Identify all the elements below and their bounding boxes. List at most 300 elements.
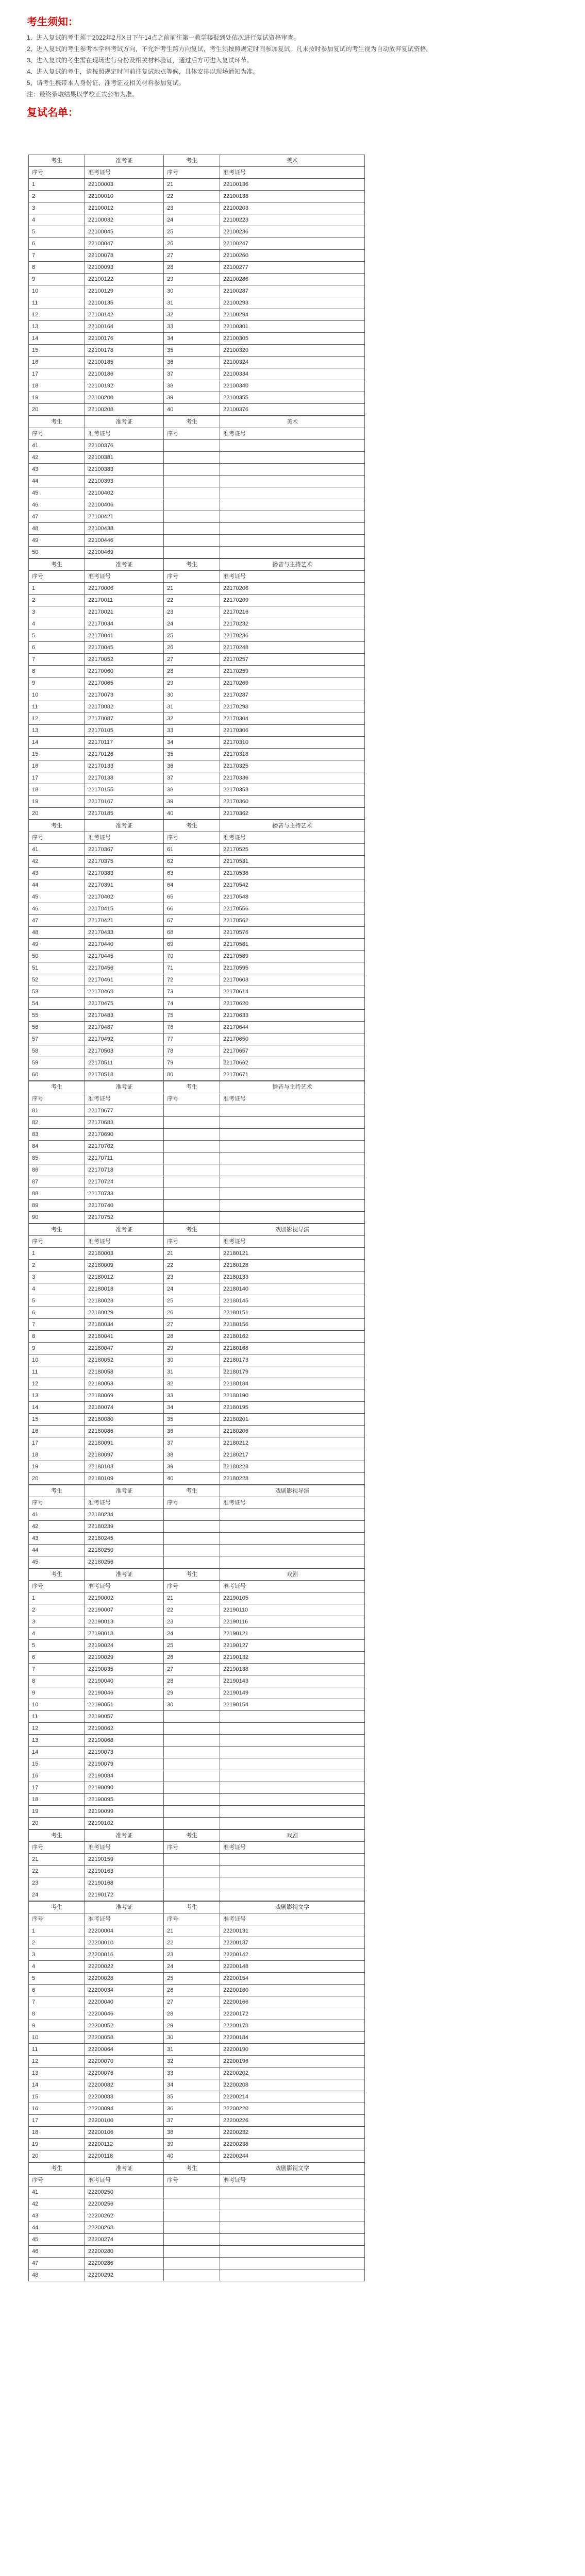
seq-cell: [164, 2258, 220, 2269]
seq-cell: [164, 2246, 220, 2258]
seq-cell: 3: [29, 1949, 85, 1961]
seq-cell: 38: [164, 380, 220, 392]
table-row: [29, 499, 365, 511]
seq-cell: [164, 1556, 220, 1568]
seq-cell: 47: [29, 2258, 85, 2269]
page: [0, 0, 585, 120]
seq-cell: [164, 523, 220, 535]
exam-number-cell: 22100138: [220, 191, 365, 202]
exam-number-cell: 22100003: [85, 179, 164, 191]
seq-cell: 16: [29, 760, 85, 772]
exam-number-cell: 22170367: [85, 844, 164, 856]
exam-number-cell: 22170671: [220, 1069, 365, 1081]
seq-cell: 48: [29, 523, 85, 535]
exam-number-cell: [220, 1521, 365, 1533]
exam-number-cell: 22180012: [85, 1272, 164, 1283]
exam-number-cell: 22170310: [220, 737, 365, 749]
seq-cell: 38: [164, 784, 220, 796]
seq-cell: 13: [29, 321, 85, 333]
seq-cell: 63: [164, 868, 220, 879]
exam-number-cell: [220, 2222, 365, 2234]
exam-number-cell: [220, 1794, 365, 1806]
notice-body: [27, 32, 554, 100]
seq-cell: [164, 1129, 220, 1141]
seq-cell: 33: [164, 2067, 220, 2079]
seq-cell: 35: [164, 345, 220, 357]
seq-cell: 27: [164, 1664, 220, 1675]
column-label: 考生: [164, 559, 220, 571]
exam-number-cell: 22170236: [220, 630, 365, 642]
seq-cell: 15: [29, 1758, 85, 1770]
seq-cell: [164, 1521, 220, 1533]
column-label: 准考证: [85, 416, 164, 428]
exam-number-cell: 22180128: [220, 1260, 365, 1272]
exam-number-cell: 22170440: [85, 939, 164, 951]
exam-number-cell: 22190046: [85, 1687, 164, 1699]
table-row: [29, 1272, 365, 1283]
table-row: [29, 238, 365, 250]
exam-number-cell: 22200178: [220, 2020, 365, 2032]
column-label: 考生: [164, 1081, 220, 1093]
table-row: [29, 1985, 365, 1996]
section-subheader-row: [29, 1236, 365, 1248]
column-label: 考生: [29, 416, 85, 428]
column-label: 考生: [29, 820, 85, 832]
seq-cell: 72: [164, 974, 220, 986]
exam-number-cell: 22170518: [85, 1069, 164, 1081]
exam-number-cell: 22190149: [220, 1687, 365, 1699]
table-row: [29, 749, 365, 760]
table-row: [29, 583, 365, 595]
exam-number-cell: 22200016: [85, 1949, 164, 1961]
exam-number-cell: 22200010: [85, 1937, 164, 1949]
table-row: [29, 1129, 365, 1141]
seq-cell: 35: [164, 1414, 220, 1426]
exam-number-cell: 22170456: [85, 962, 164, 974]
exam-number-cell: 22200274: [85, 2234, 164, 2246]
sub-column-label: 序号: [164, 1913, 220, 1925]
table-row: [29, 1141, 365, 1153]
exam-number-cell: 22170603: [220, 974, 365, 986]
exam-number-cell: 22170542: [220, 879, 365, 891]
table-row: [29, 1866, 365, 1877]
seq-cell: 64: [164, 879, 220, 891]
seq-cell: 46: [29, 903, 85, 915]
table-row: [29, 760, 365, 772]
exam-number-cell: 22100334: [220, 368, 365, 380]
seq-cell: 20: [29, 404, 85, 416]
table-row: [29, 1105, 365, 1117]
table-row: [29, 368, 365, 380]
exam-number-cell: 22170206: [220, 583, 365, 595]
table-row: [29, 2032, 365, 2044]
seq-cell: 43: [29, 868, 85, 879]
exam-number-cell: 22180179: [220, 1366, 365, 1378]
table-row: [29, 1628, 365, 1640]
table-row: [29, 2234, 365, 2246]
exam-number-cell: 22190073: [85, 1747, 164, 1758]
exam-number-cell: 22170589: [220, 951, 365, 962]
exam-number-cell: 22180245: [85, 1533, 164, 1545]
seq-cell: 12: [29, 309, 85, 321]
exam-number-cell: 22170052: [85, 654, 164, 666]
exam-number-cell: 22170360: [220, 796, 365, 808]
table-row: [29, 1925, 365, 1937]
seq-cell: 18: [29, 1449, 85, 1461]
exam-number-cell: 22170006: [85, 583, 164, 595]
seq-cell: [164, 1854, 220, 1866]
table-row: [29, 523, 365, 535]
seq-cell: 14: [29, 333, 85, 345]
seq-cell: 14: [29, 1402, 85, 1414]
section-subheader-row: [29, 2175, 365, 2187]
seq-cell: 21: [164, 179, 220, 191]
seq-cell: 41: [29, 844, 85, 856]
exam-number-cell: 22100406: [85, 499, 164, 511]
exam-number-cell: 22190138: [220, 1664, 365, 1675]
exam-number-cell: [220, 1877, 365, 1889]
seq-cell: 34: [164, 737, 220, 749]
exam-number-cell: 22170185: [85, 808, 164, 820]
section-header-row: [29, 820, 365, 832]
seq-cell: 50: [29, 951, 85, 962]
seq-cell: 40: [164, 2150, 220, 2162]
seq-cell: 52: [29, 974, 85, 986]
exam-number-cell: 22190024: [85, 1640, 164, 1652]
seq-cell: 45: [29, 487, 85, 499]
exam-number-cell: [220, 1153, 365, 1164]
exam-number-cell: [220, 1782, 365, 1794]
column-label: 准考证: [85, 559, 164, 571]
exam-number-cell: 22170133: [85, 760, 164, 772]
exam-number-cell: 22180074: [85, 1402, 164, 1414]
exam-number-cell: 22180034: [85, 1319, 164, 1331]
seq-cell: 83: [29, 1129, 85, 1141]
section-table: [28, 1224, 365, 1485]
column-label: 考生: [164, 2163, 220, 2175]
seq-cell: 4: [29, 214, 85, 226]
exam-number-cell: 22200166: [220, 1996, 365, 2008]
seq-cell: 6: [29, 642, 85, 654]
sub-column-label: 序号: [29, 1236, 85, 1248]
seq-cell: 49: [29, 939, 85, 951]
seq-cell: [164, 1545, 220, 1556]
seq-cell: 6: [29, 1652, 85, 1664]
seq-cell: 22: [164, 1260, 220, 1272]
exam-number-cell: 22170525: [220, 844, 365, 856]
sub-column-label: 序号: [29, 167, 85, 179]
table-row: [29, 808, 365, 820]
seq-cell: [164, 2222, 220, 2234]
exam-number-cell: 22190040: [85, 1675, 164, 1687]
seq-cell: 3: [29, 1616, 85, 1628]
exam-number-cell: 22170461: [85, 974, 164, 986]
exam-number-cell: [220, 1545, 365, 1556]
exam-number-cell: 22180201: [220, 1414, 365, 1426]
seq-cell: [164, 452, 220, 464]
seq-cell: 36: [164, 760, 220, 772]
exam-number-cell: 22100287: [220, 285, 365, 297]
seq-cell: 41: [29, 440, 85, 452]
seq-cell: [164, 1723, 220, 1735]
column-label: 考生: [29, 2163, 85, 2175]
table-row: [29, 1770, 365, 1782]
seq-cell: 21: [29, 1854, 85, 1866]
seq-cell: 88: [29, 1188, 85, 1200]
exam-number-cell: 22200034: [85, 1985, 164, 1996]
table-row: [29, 1664, 365, 1675]
table-row: [29, 1854, 365, 1866]
seq-cell: 3: [29, 202, 85, 214]
exam-number-cell: 22200250: [85, 2187, 164, 2198]
exam-number-cell: 22180086: [85, 1426, 164, 1437]
exam-number-cell: 22190159: [85, 1854, 164, 1866]
exam-number-cell: 22200268: [85, 2222, 164, 2234]
exam-number-cell: [220, 1723, 365, 1735]
seq-cell: 20: [29, 808, 85, 820]
seq-cell: 5: [29, 630, 85, 642]
major-name: 播音与主持艺术: [220, 1081, 365, 1093]
exam-number-cell: 22180041: [85, 1331, 164, 1343]
exam-number-cell: 22190102: [85, 1818, 164, 1829]
seq-cell: [164, 1794, 220, 1806]
seq-cell: 39: [164, 392, 220, 404]
exam-number-cell: 22190029: [85, 1652, 164, 1664]
seq-cell: 44: [29, 1545, 85, 1556]
exam-number-cell: 22100010: [85, 191, 164, 202]
table-row: [29, 1877, 365, 1889]
seq-cell: 35: [164, 749, 220, 760]
table-row: [29, 1414, 365, 1426]
seq-cell: 24: [164, 214, 220, 226]
notice-line: 注：最终录取结果以学校正式公布为准。: [27, 91, 139, 98]
exam-number-cell: 22180109: [85, 1473, 164, 1485]
major-name: 戏剧: [220, 1830, 365, 1842]
seq-cell: 24: [164, 1961, 220, 1973]
exam-number-cell: [220, 440, 365, 452]
seq-cell: 67: [164, 915, 220, 927]
seq-cell: 19: [29, 796, 85, 808]
table-row: [29, 1378, 365, 1390]
exam-number-cell: 22200172: [220, 2008, 365, 2020]
exam-number-cell: 22200184: [220, 2032, 365, 2044]
table-row: [29, 1200, 365, 1212]
exam-number-cell: 22200220: [220, 2103, 365, 2115]
table-row: [29, 1153, 365, 1164]
exam-number-cell: 22100305: [220, 333, 365, 345]
seq-cell: 5: [29, 1295, 85, 1307]
exam-number-cell: 22180151: [220, 1307, 365, 1319]
exam-number-cell: 22180184: [220, 1378, 365, 1390]
seq-cell: 25: [164, 226, 220, 238]
table-row: [29, 321, 365, 333]
seq-cell: 24: [29, 1889, 85, 1901]
seq-cell: [164, 1176, 220, 1188]
exam-number-cell: 22170677: [85, 1105, 164, 1117]
column-label: 考生: [164, 155, 220, 167]
table-row: [29, 1248, 365, 1260]
table-row: [29, 1973, 365, 1985]
seq-cell: 5: [29, 1973, 85, 1985]
table-row: [29, 440, 365, 452]
seq-cell: 18: [29, 784, 85, 796]
seq-cell: 6: [29, 238, 85, 250]
seq-cell: 7: [29, 654, 85, 666]
seq-cell: 41: [29, 1509, 85, 1521]
table-row: [29, 951, 365, 962]
seq-cell: 19: [29, 1806, 85, 1818]
seq-cell: 16: [29, 2103, 85, 2115]
seq-cell: 10: [29, 1354, 85, 1366]
table-row: [29, 404, 365, 416]
table-row: [29, 689, 365, 701]
seq-cell: 28: [164, 1331, 220, 1343]
section-header-row: [29, 1485, 365, 1497]
seq-cell: 36: [164, 357, 220, 368]
seq-cell: 48: [29, 927, 85, 939]
seq-cell: 22: [29, 1866, 85, 1877]
table-row: [29, 1699, 365, 1711]
exam-number-cell: [220, 1818, 365, 1829]
exam-number-cell: 22100047: [85, 238, 164, 250]
exam-number-cell: 22200040: [85, 1996, 164, 2008]
seq-cell: 37: [164, 772, 220, 784]
exam-number-cell: 22100135: [85, 297, 164, 309]
exam-number-cell: 22200244: [220, 2150, 365, 2162]
section-subheader-row: [29, 832, 365, 844]
exam-number-cell: 22200160: [220, 1985, 365, 1996]
exam-number-cell: 22180069: [85, 1390, 164, 1402]
exam-number-cell: 22200280: [85, 2246, 164, 2258]
exam-number-cell: 22170733: [85, 1188, 164, 1200]
exam-number-cell: [220, 464, 365, 476]
exam-number-cell: 22170718: [85, 1164, 164, 1176]
exam-number-cell: [220, 1105, 365, 1117]
seq-cell: 22: [164, 1604, 220, 1616]
table-row: [29, 903, 365, 915]
seq-cell: 27: [164, 250, 220, 262]
seq-cell: 29: [164, 2020, 220, 2032]
seq-cell: 30: [164, 285, 220, 297]
seq-cell: 13: [29, 725, 85, 737]
section-header-row: [29, 1081, 365, 1093]
exam-number-cell: 22170216: [220, 606, 365, 618]
exam-number-cell: 22100093: [85, 262, 164, 274]
seq-cell: 28: [164, 666, 220, 677]
exam-number-cell: 22170614: [220, 986, 365, 998]
seq-cell: 11: [29, 701, 85, 713]
table-row: [29, 2269, 365, 2281]
section-header-row: [29, 1830, 365, 1842]
seq-cell: 1: [29, 1592, 85, 1604]
seq-cell: [164, 1747, 220, 1758]
seq-cell: 11: [29, 1711, 85, 1723]
table-row: [29, 1176, 365, 1188]
table-row: [29, 879, 365, 891]
seq-cell: [164, 1200, 220, 1212]
exam-number-cell: 22170581: [220, 939, 365, 951]
table-row: [29, 1556, 365, 1568]
exam-number-cell: 22100277: [220, 262, 365, 274]
table-row: [29, 535, 365, 547]
seq-cell: 25: [164, 630, 220, 642]
table-row: [29, 250, 365, 262]
exam-number-cell: 22190121: [220, 1628, 365, 1640]
exam-number-cell: 22170105: [85, 725, 164, 737]
exam-number-cell: [220, 2234, 365, 2246]
seq-cell: 43: [29, 2210, 85, 2222]
table-row: [29, 2079, 365, 2091]
table-row: [29, 1937, 365, 1949]
seq-cell: 43: [29, 464, 85, 476]
exam-number-cell: 22170087: [85, 713, 164, 725]
seq-cell: 65: [164, 891, 220, 903]
seq-cell: 17: [29, 772, 85, 784]
exam-number-cell: 22190007: [85, 1604, 164, 1616]
seq-cell: 37: [164, 2115, 220, 2127]
exam-number-cell: [220, 1806, 365, 1818]
seq-cell: 13: [29, 1390, 85, 1402]
seq-cell: 26: [164, 1985, 220, 1996]
seq-cell: [164, 1877, 220, 1889]
exam-number-cell: 22170421: [85, 915, 164, 927]
notice-line: 1、进入复试的考生须于2022年2月X日下午14点之前前往第一教学楼报到处依次进行复试资格审查。: [27, 34, 300, 41]
exam-number-cell: 22200292: [85, 2269, 164, 2281]
seq-cell: 38: [164, 2127, 220, 2139]
exam-number-cell: 22200190: [220, 2044, 365, 2056]
exam-number-cell: 22180121: [220, 1248, 365, 1260]
table-row: [29, 1592, 365, 1604]
exam-number-cell: 22170503: [85, 1045, 164, 1057]
section-header-row: [29, 416, 365, 428]
seq-cell: 1: [29, 179, 85, 191]
exam-number-cell: 22180239: [85, 1521, 164, 1533]
table-row: [29, 214, 365, 226]
seq-cell: 84: [29, 1141, 85, 1153]
exam-number-cell: [220, 535, 365, 547]
table-row: [29, 380, 365, 392]
seq-cell: 2: [29, 595, 85, 606]
sub-column-label: 准考证号: [85, 428, 164, 440]
exam-number-cell: [220, 1770, 365, 1782]
exam-number-cell: 22180052: [85, 1354, 164, 1366]
seq-cell: 41: [29, 2187, 85, 2198]
exam-number-cell: 22100176: [85, 333, 164, 345]
section-header-row: [29, 155, 365, 167]
sub-column-label: 序号: [29, 1913, 85, 1925]
exam-number-cell: 22200262: [85, 2210, 164, 2222]
exam-number-cell: 22200137: [220, 1937, 365, 1949]
seq-cell: 44: [29, 879, 85, 891]
exam-number-cell: [220, 1556, 365, 1568]
sub-column-label: 序号: [164, 1093, 220, 1105]
seq-cell: 76: [164, 1022, 220, 1033]
table-row: [29, 1723, 365, 1735]
seq-cell: 32: [164, 713, 220, 725]
table-row: [29, 2067, 365, 2079]
seq-cell: 3: [29, 1272, 85, 1283]
exam-number-cell: 22100185: [85, 357, 164, 368]
exam-number-cell: 22190062: [85, 1723, 164, 1735]
seq-cell: 37: [164, 368, 220, 380]
table-row: [29, 547, 365, 558]
exam-number-cell: 22100178: [85, 345, 164, 357]
table-row: [29, 713, 365, 725]
section-subheader-row: [29, 1913, 365, 1925]
major-name: 戏剧影视文学: [220, 2163, 365, 2175]
seq-cell: [164, 1188, 220, 1200]
exam-number-cell: 22100012: [85, 202, 164, 214]
